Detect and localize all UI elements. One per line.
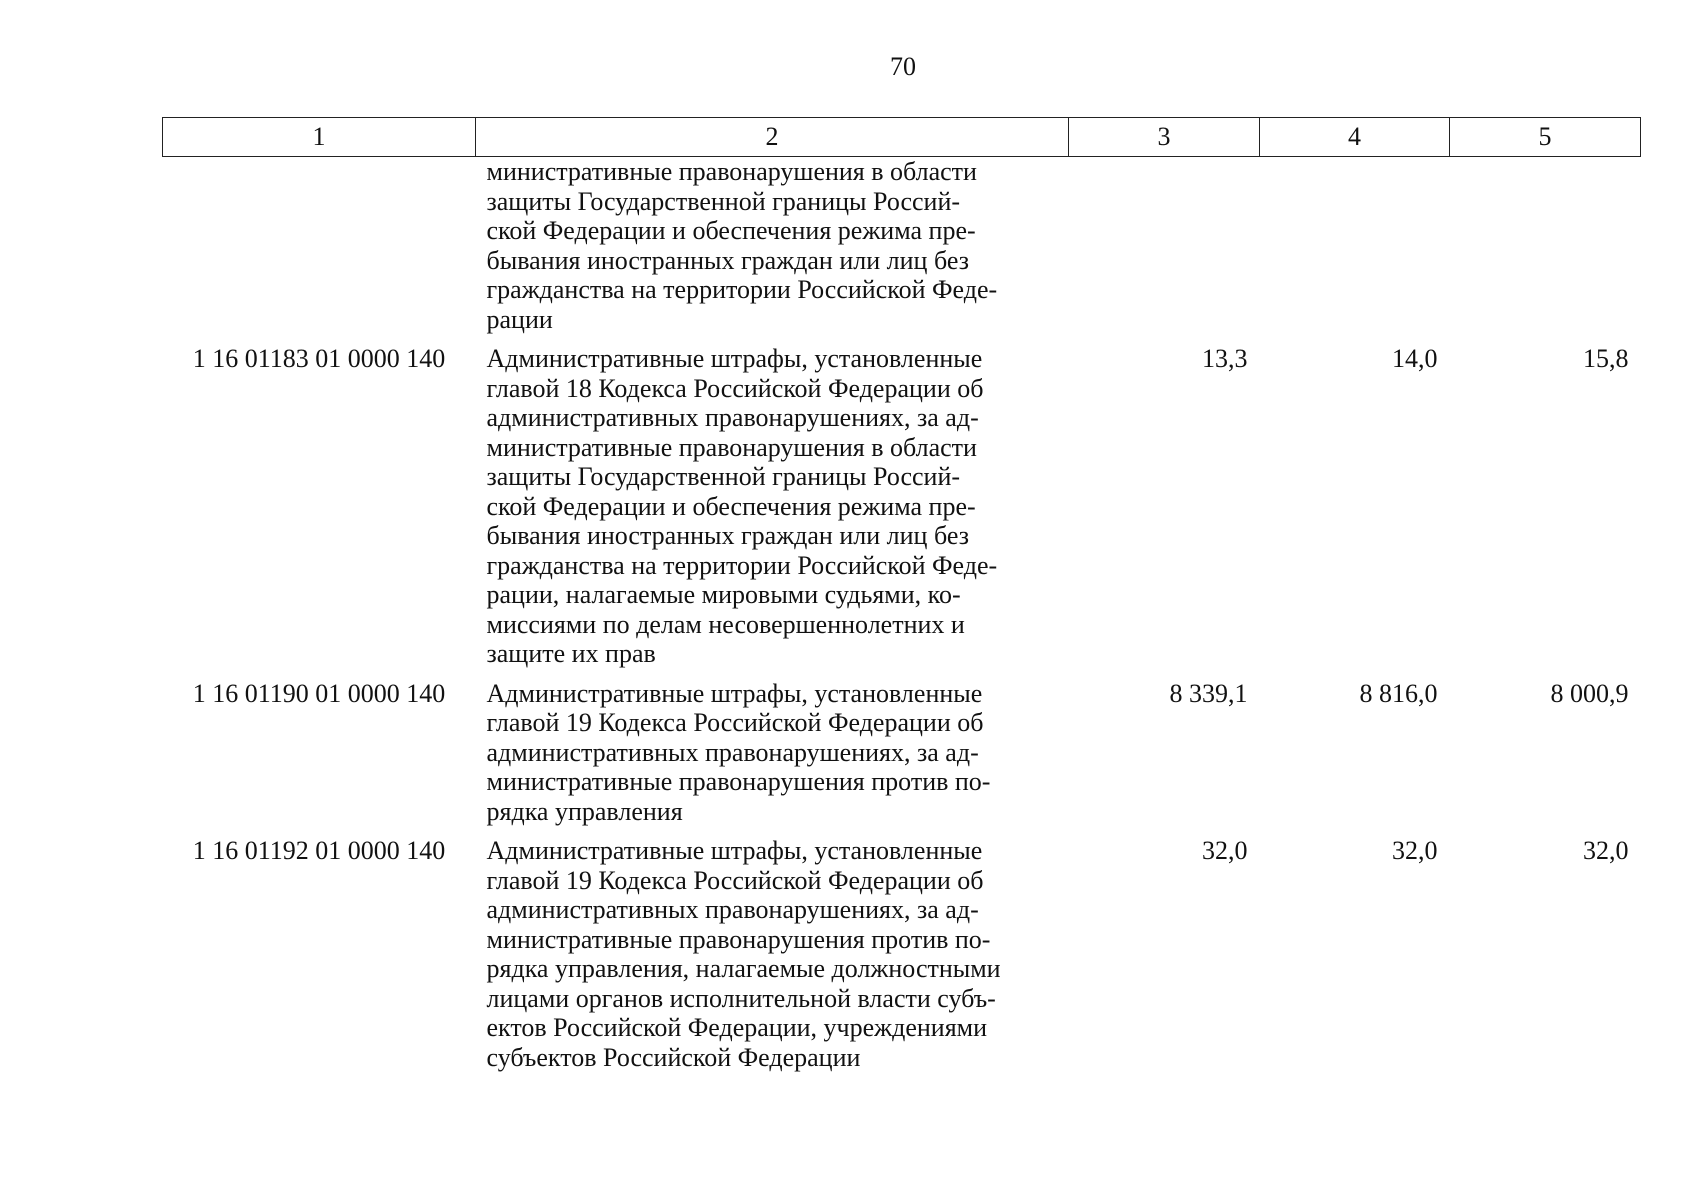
description-line: министративные правонарушения в области bbox=[486, 157, 977, 186]
amount-cell-col5 bbox=[1450, 157, 1641, 341]
description-line: административных правонарушениях, за ад- bbox=[486, 737, 979, 767]
description-line: ской Федерации и обеспечения режима пре- bbox=[486, 491, 976, 521]
table-body bbox=[163, 157, 1641, 1079]
description-line: гражданства на территории Российской Феде- bbox=[486, 550, 998, 580]
table-row bbox=[163, 675, 1641, 833]
amount-cell-col3: 13,3 bbox=[1202, 344, 1248, 373]
amount-cell-col4 bbox=[1260, 157, 1450, 341]
description-line: Административные штрафы, установленные bbox=[486, 836, 983, 865]
description-line: министративные правонарушения против по- bbox=[486, 767, 991, 796]
budget-table-container bbox=[162, 117, 1640, 1078]
description-line: субъектов Российской Федерации bbox=[486, 1042, 861, 1072]
column-header-1: 1 bbox=[163, 118, 476, 157]
budget-code-cell: 1 16 01192 01 0000 140 bbox=[192, 836, 446, 865]
column-header-2: 2 bbox=[476, 118, 1069, 157]
description-line: главой 18 Кодекса Российской Федерации об bbox=[486, 373, 984, 403]
description-line: главой 19 Кодекса Российской Федерации об bbox=[486, 865, 984, 895]
description-line: Административные штрафы, установленные bbox=[486, 344, 983, 373]
amount-cell-col3: 8 339,1 bbox=[1169, 678, 1248, 708]
table-row bbox=[163, 157, 1641, 341]
amount-cell-col5: 32,0 bbox=[1583, 836, 1629, 865]
amount-cell-col4: 8 816,0 bbox=[1359, 678, 1438, 708]
table-row bbox=[163, 340, 1641, 675]
description-line: ской Федерации и обеспечения режима пре- bbox=[486, 216, 976, 245]
description-line: лицами органов исполнительной власти субъ- bbox=[486, 983, 996, 1013]
description-line: защите их прав bbox=[486, 639, 656, 668]
budget-code-cell: 1 16 01190 01 0000 140 bbox=[192, 678, 446, 708]
amount-cell-col4: 32,0 bbox=[1392, 836, 1438, 865]
table-header-row bbox=[163, 118, 1641, 157]
column-header-3: 3 bbox=[1069, 118, 1260, 157]
column-header-4: 4 bbox=[1260, 118, 1450, 157]
budget-code-cell: 1 16 01183 01 0000 140 bbox=[192, 344, 446, 373]
description-line: главой 19 Кодекса Российской Федерации об bbox=[486, 708, 984, 737]
column-header-5: 5 bbox=[1450, 118, 1641, 157]
description-line: гражданства на территории Российской Феде- bbox=[486, 275, 998, 304]
description-line: рядка управления, налагаемые должностными bbox=[486, 954, 1001, 983]
description-line: защиты Государственной границы Россий- bbox=[486, 462, 961, 491]
description-line: ектов Российской Федерации, учреждениями bbox=[486, 1013, 988, 1042]
description-cell bbox=[476, 157, 1069, 341]
amount-cell-col5: 15,8 bbox=[1583, 344, 1629, 373]
description-line: бывания иностранных граждан или лиц без bbox=[486, 245, 969, 275]
amount-cell-col3: 32,0 bbox=[1202, 836, 1248, 865]
amount-cell-col5: 8 000,9 bbox=[1550, 678, 1629, 708]
table-row bbox=[163, 832, 1641, 1078]
description-cell bbox=[476, 832, 1069, 1078]
description-line: рации bbox=[486, 304, 553, 334]
description-line: Административные штрафы, установленные bbox=[486, 678, 983, 708]
description-cell bbox=[476, 340, 1069, 675]
description-cell bbox=[476, 675, 1069, 833]
description-line: рядка управления bbox=[486, 796, 683, 826]
description-line: административных правонарушениях, за ад- bbox=[486, 895, 979, 924]
description-line: миссиями по делам несовершеннолетних и bbox=[486, 609, 965, 639]
description-line: министративные правонарушения против по- bbox=[486, 924, 991, 954]
amount-cell-col3 bbox=[1069, 157, 1260, 341]
budget-code-cell bbox=[163, 157, 476, 341]
description-line: рации, налагаемые мировыми судьями, ко- bbox=[486, 580, 961, 609]
page-number: 70 bbox=[890, 52, 916, 81]
description-line: административных правонарушениях, за ад- bbox=[486, 403, 979, 432]
description-line: защиты Государственной границы Россий- bbox=[486, 186, 961, 216]
budget-table bbox=[162, 117, 1641, 1078]
amount-cell-col4: 14,0 bbox=[1392, 344, 1438, 373]
description-line: министративные правонарушения в области bbox=[486, 432, 977, 462]
description-line: бывания иностранных граждан или лиц без bbox=[486, 521, 969, 550]
